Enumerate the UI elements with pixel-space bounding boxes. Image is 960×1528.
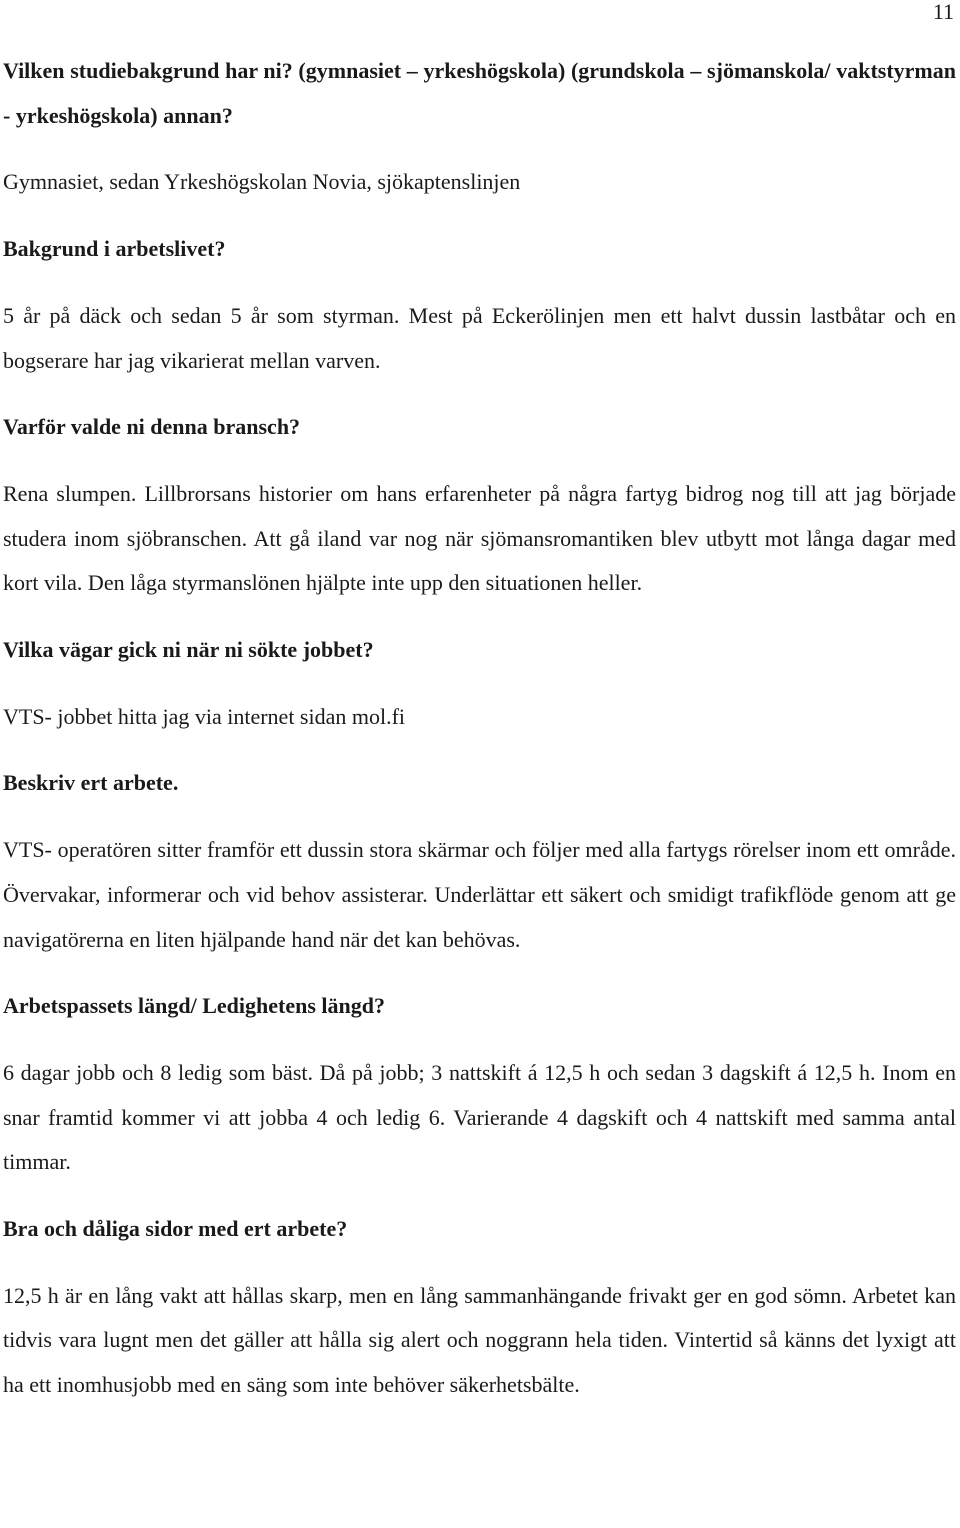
document-body — [3, 49, 956, 1408]
answer-arbetslivet: 5 år på däck och sedan 5 år som styrman. Mest på Eckerölinjen men ett halvt dussin lastbåtar och en bogserare har jag vikarierat mellan varven. — [3, 302, 956, 373]
answer-vagar: VTS- jobbet hitta jag via internet sidan mol.fi — [3, 703, 406, 729]
question-arbetslivet: Bakgrund i arbetslivet? — [3, 236, 226, 262]
answer-sidor: 12,5 h är en lång vakt att hållas skarp, men en lång sammanhängande frivakt ger en god sömn. Arbetet kan tidvis vara lugnt men det gäller att hålla sig alert och noggrann hela tiden. Vintertid så känns det lyxigt att ha ett inomhusjobb med en säng som inte behöver säkerhetsbälte. — [3, 1282, 956, 1398]
answer-arbete: VTS- operatören sitter framför ett dussin stora skärmar och följer med alla fartygs rörelser inom ett område. Övervakar, informerar och vid behov assisterar. Underlättar ett säkert och smidigt trafikflöde genom att ge navigatörerna en liten hjälpande hand när det kan behövas. — [3, 837, 956, 952]
question-arbetspass: Arbetspassets längd/ Ledighetens längd? — [3, 993, 386, 1019]
answer-bransch: Rena slumpen. Lillbrorsans historier om hans erfarenheter på några fartyg bidrog nog till att jag började studera inom sjöbranschen. Att gå iland var nog när sjömansromantiken blev utbytt mot långa dagar med kort vila. Den låga styrmanslönen hjälpte inte upp den situationen heller. — [3, 480, 956, 596]
question-bransch: Varför valde ni denna bransch? — [3, 414, 301, 440]
page-number: 11 — [932, 0, 954, 24]
question-sidor: Bra och dåliga sidor med ert arbete? — [3, 1216, 348, 1242]
question-vagar: Vilka vägar gick ni när ni sökte jobbet? — [3, 637, 374, 663]
answer-studiebakgrund: Gymnasiet, sedan Yrkeshögskolan Novia, sjökaptenslinjen — [3, 169, 521, 195]
question-studiebakgrund: Vilken studiebakgrund har ni? (gymnasiet – yrkeshögskola) (grundskola – sjömanskola/ vaktstyrman - yrkeshögskola) annan? — [3, 58, 956, 128]
question-arbete: Beskriv ert arbete. — [3, 770, 179, 796]
answer-arbetspass: 6 dagar jobb och 8 ledig som bäst. Då på jobb; 3 nattskift á 12,5 h och sedan 3 dagskift á 12,5 h. Inom en snar framtid kommer vi att jobba 4 och ledig 6. Varierande 4 dagskift och 4 nattskift med samma antal timmar. — [3, 1059, 956, 1175]
